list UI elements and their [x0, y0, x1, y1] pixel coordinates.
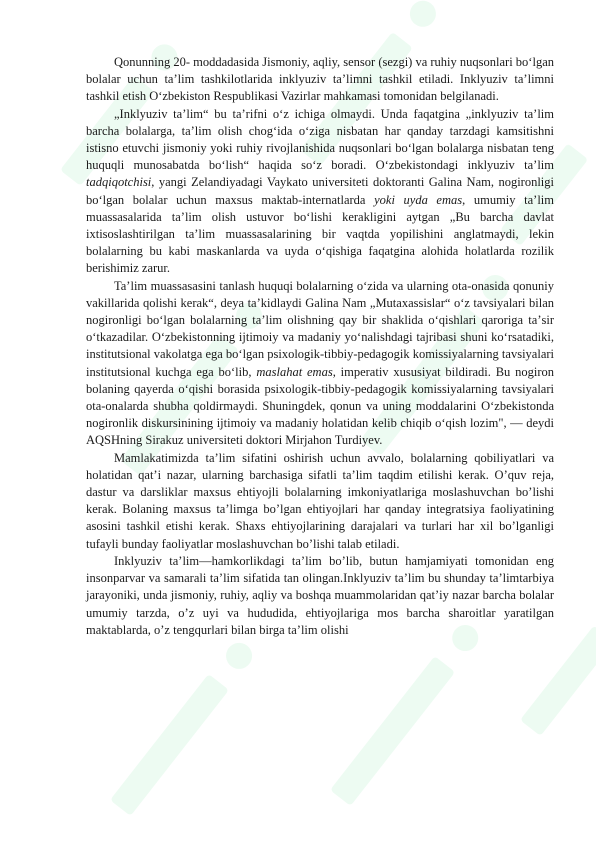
paragraph — [86, 450, 554, 553]
paragraph-text: „Inklyuziv taʼlim“ bu taʼrifni oʻz ichiga olmaydi. Unda faqatgina „inklyuziv taʼlim barcha bolalarga, taʼlim olish chogʻida oʻziga nisbatan har qanday tarzdagi kamsitishni istisno etuvchi jismoniy yoki ruhiy rivojlanishida nuqsonlari boʻlgan bolalarga nisbatan teng huquqli munosabatda boʻlish“ haqida soʻz boradi. Oʻzbekistondagi inklyuziv taʼlim — [86, 106, 554, 173]
paragraph-text: Qonunning 20- moddadasida Jismoniy, aqliy, sensor (sezgi) va ruhiy nuqsonlari boʻlgan bolalar uchun taʼlim tashkilotlarida inklyuziv taʼlimni tashkil etiladi. Inklyuziv taʼlimni tashkil etish Oʻzbekiston Respublikasi Vazirlar mahkamasi tomonidan belgilanadi. — [86, 55, 554, 104]
paragraph — [86, 106, 554, 278]
paragraph-text: Mamlakatimizda taʼlim sifatini oshirish uchun avvalo, bolalarning qobiliyatlari va holatidan qatʼi nazar, ularning barchasiga sifatli taʼlim taqdim etilishi kerak. Oʼquv reja, dastur va darsliklar maxsus ehtiyojli bolalarning imkoniyatlariga moslashuvchan boʼlishi kerak. Bolaning maxsus taʼlimga boʼlgan ehtiyojlari har qanday integratsiya faoliyatining asosini tashkil etishi kerak. Shaxs ehtiyojlarining darajalari va turlari har xil boʼlganligi tufayli bunday faoliyatlar moslashuvchan boʼlishi talab etiladi. — [86, 450, 554, 551]
paragraph-text: Inklyuziv taʼlim—hamkorlikdagi taʼlim boʼlib, butun hamjamiyati tomonidan eng insonparvar va samarali taʼlim sifatida tan olingan.Inklyuziv taʼlim bu shunday taʼlimtarbiya jarayoniki, unda jismoniy, ruhiy, aqliy va boshqa muammolaridan qatʼiy nazar barcha bolalar umumiy tarzda, oʼz uyi va hududida, ehtiyojlariga mos barcha sharoitlar yaratilgan maktablarda, oʼz tengqurlari bilan birga taʼlim olishi — [86, 553, 554, 637]
paragraph-text: , umumiy taʼlim muassasalarida taʼlim olish ustuvor boʻlishi kerakligini aytgan „Bu barcha davlat ixtisoslashtirilgan taʼlim muassasalarining bir vaqtda yopilishini anglatmaydi, lekin bolalarning bu kabi maskanlarda va uyda oʻqishiga faqatgina alohida holatlarda rozilik berishimiz zarur. — [86, 192, 554, 276]
paragraph — [86, 278, 554, 450]
paragraph-text: Taʼlim muassasasini tanlash huquqi bolalarning oʻzida va ularning ota-onasida qonuniy vakillarida qolishi kerak“, deya taʼkidlaydi Galina Nam „Mutaxassislar“ oʻz tavsiyalari bilan nogironligi boʻlgan bolalarning taʼlim olishning qay bir shaklida oʻqishlari qaroriga taʼsir oʻtkazadilar. Oʻzbekistonning ijtimoiy va madaniy yoʻnalishdagi tajribasi shuni koʻrsatadiki, institutsional vakolatga ega boʻlgan psixologik-tibbiy-pedagogik komissiyalarning tavsiyalari institutsional kuchga ega boʻlib, — [86, 278, 554, 379]
paragraph — [86, 54, 554, 106]
paragraph-text: , yangi Zelandiyadagi Vaykato universiteti doktoranti Galina Nam, nogironligi boʻlgan bolalar uchun maxsus maktab-internatlarda — [86, 175, 554, 207]
paragraph-text: , imperativ xususiyat bildiradi. Bu nogiron bolaning qayerda oʻqishi borasida psixologik-tibbiy-pedagogik komissiyalarning tavsiyalari ota-onalarda shubha qoldirmaydi. Shuningdek, qonun va uning moddalarini Oʻzbekistonda nogironlik diskursinining ijtimoiy va madaniy holatidan kelib chiqib oʻqish lozim", — deydi AQSHning Sirakuz universiteti doktori Mirjahon Turdiyev. — [86, 364, 555, 448]
document-body — [86, 54, 554, 639]
paragraph — [86, 553, 554, 639]
italic-text: yoki uyda emas — [374, 192, 463, 207]
italic-text: maslahat emas — [256, 364, 333, 379]
italic-text: tadqiqotchisi — [86, 175, 152, 190]
